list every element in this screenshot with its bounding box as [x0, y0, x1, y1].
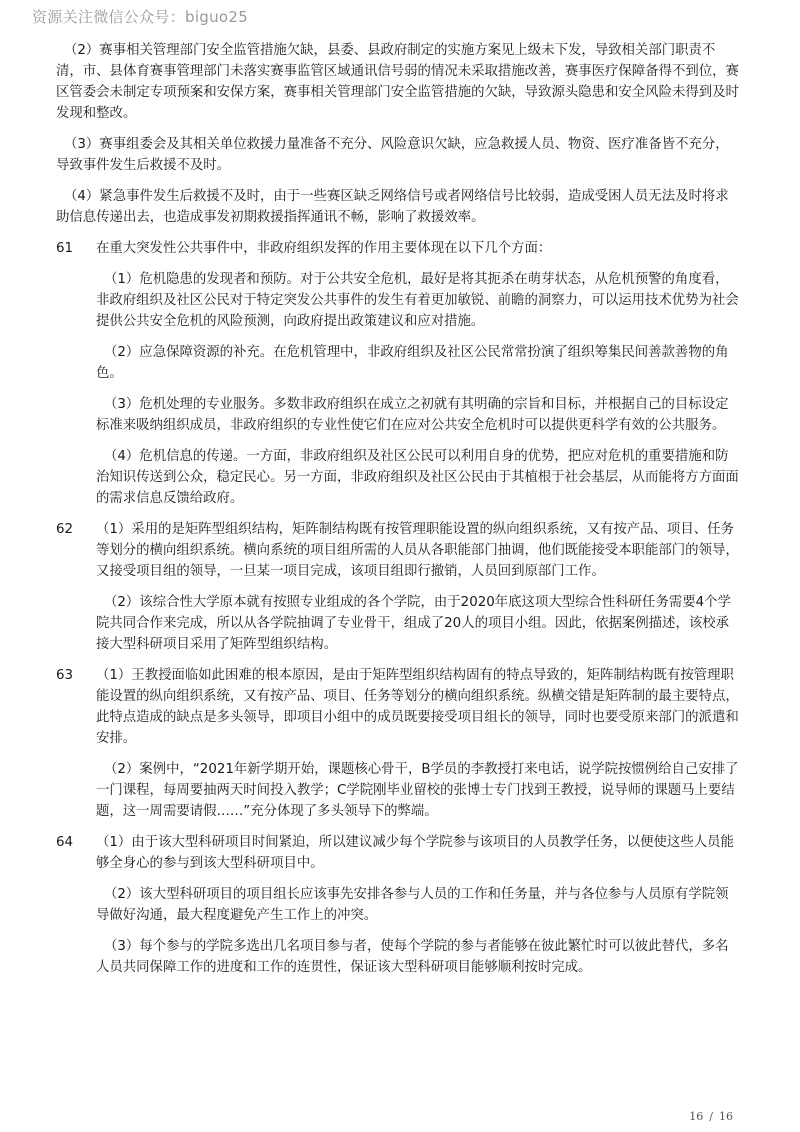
page-total: 16	[719, 1110, 733, 1123]
watermark-text: 资源关注微信公众号：biguo25	[32, 8, 249, 26]
document-body	[56, 40, 740, 988]
answer-paragraph: （2）应急保障资源的补充。在危机管理中，非政府组织及社区公民常常扮演了组织筹集民间善款善物的角色。	[96, 345, 729, 381]
answer-paragraph: （2）该综合性大学原本就有按照专业组成的各个学院，由于2020年底这项大型综合性科研任务需要4个学院共同合作来完成，所以从各学院抽调了专业骨干，组成了20人的项目小组。因此，依据案例描述，该校承接大型科研项目采用了矩阵型组织结构。	[96, 595, 731, 652]
question-number: 61	[56, 241, 74, 256]
question-61	[56, 238, 740, 509]
answer-paragraph: （2）案例中，“2021年新学期开始，课题核心骨干，B学员的李教授打来电话，说学院按惯例给自己安排了一门课程，每周要抽两天时间投入教学；C学院刚毕业留校的张博士专门找到王教授，说导师的课题马上要结题，这一周需要请假……”充分体现了多头领导下的弊端。	[96, 762, 739, 819]
page-separator: /	[709, 1110, 713, 1123]
answer-paragraph: （4）危机信息的传递。一方面，非政府组织及社区公民可以利用自身的优势，把应对危机的重要措施和防治知识传送到公众，稳定民心。另一方面，非政府组织及社区公民由于其植根于社会基层，从而能将方方面面的需求信息反馈给政府。	[96, 449, 739, 506]
question-head: （1）王教授面临如此困难的根本原因，是由于矩阵型组织结构固有的特点导致的，矩阵制结构既有按管理职能设置的纵向组织系统，又有按产品、项目、任务等划分的横向组织系统。纵横交错是矩阵制的最主要特点，此特点造成的缺点是多头领导，即项目小组中的成员既要接受项目组长的领导，同时也要受原来部门的派遣和安排。	[96, 668, 739, 746]
question-head: （1）由于该大型科研项目时间紧迫，所以建议减少每个学院参与该项目的人员教学任务，以便使这些人员能够全身心的参与到该大型科研项目中。	[96, 835, 734, 871]
answer-paragraph: （3）每个参与的学院多选出几名项目参与者，使每个学院的参与者能够在彼此繁忙时可以彼此替代，多名人员共同保障工作的进度和工作的连贯性，保证该大型科研项目能够顺利按时完成。	[96, 939, 729, 975]
intro-paragraph: （3）赛事组委会及其相关单位救援力量准备不充分、风险意识欠缺，应急救援人员、物资、医疗准备皆不充分，导致事件发生后救援不及时。	[56, 137, 729, 173]
page-number	[686, 1110, 736, 1123]
answer-paragraph: （1）危机隐患的发现者和预防。对于公共安全危机，最好是将其扼杀在萌芽状态，从危机预警的角度看，非政府组织及社区公民对于特定突发公共事件的发生有着更加敏锐、前瞻的洞察力，可以运用技术优势为社会提供公共安全危机的风险预测，向政府提出政策建议和应对措施。	[96, 272, 739, 329]
question-head: （1）采用的是矩阵型组织结构，矩阵制结构既有按管理职能设置的纵向组织系统，又有按产品、项目、任务等划分的横向组织系统。横向系统的项目组所需的人员从各职能部门抽调，他们既能接受本职能部门的领导，又接受项目组的领导，一旦某一项目完成，该项目组即行撤销，人员回到原部门工作。	[96, 522, 739, 579]
answer-paragraph: （3）危机处理的专业服务。多数非政府组织在成立之初就有其明确的宗旨和目标，并根据自己的目标设定标准来吸纳组织成员，非政府组织的专业性使它们在应对公共安全危机时可以提供更科学有效的公共服务。	[96, 397, 729, 433]
question-63	[56, 665, 740, 822]
page-current: 16	[689, 1110, 704, 1123]
question-number: 63	[56, 668, 74, 683]
question-62	[56, 519, 740, 655]
intro-paragraph: （4）紧急事件发生后救援不及时，由于一些赛区缺乏网络信号或者网络信号比较弱，造成受困人员无法及时将求助信息传递出去，也造成事发初期救援指挥通讯不畅，影响了救援效率。	[56, 189, 729, 225]
intro-paragraph: （2）赛事相关管理部门安全监管措施欠缺，县委、县政府制定的实施方案见上级未下发，导致相关部门职责不清，市、县体育赛事管理部门未落实赛事监管区域通讯信号弱的情况未采取措施改善，赛事医疗保障备得不到位，赛区管委会未制定专项预案和安保方案，赛事相关管理部门安全监管措施的欠缺，导致源头隐患和安全风险未得到及时发现和整改。	[56, 43, 739, 121]
question-number: 64	[56, 835, 74, 850]
question-head: 在重大突发性公共事件中，非政府组织发挥的作用主要体现在以下几个方面：	[96, 241, 552, 256]
question-number: 62	[56, 522, 74, 537]
answer-paragraph: （2）该大型科研项目的项目组长应该事先安排各参与人员的工作和任务量，并与各位参与人员原有学院领导做好沟通，最大程度避免产生工作上的冲突。	[96, 887, 729, 923]
question-64	[56, 832, 740, 978]
